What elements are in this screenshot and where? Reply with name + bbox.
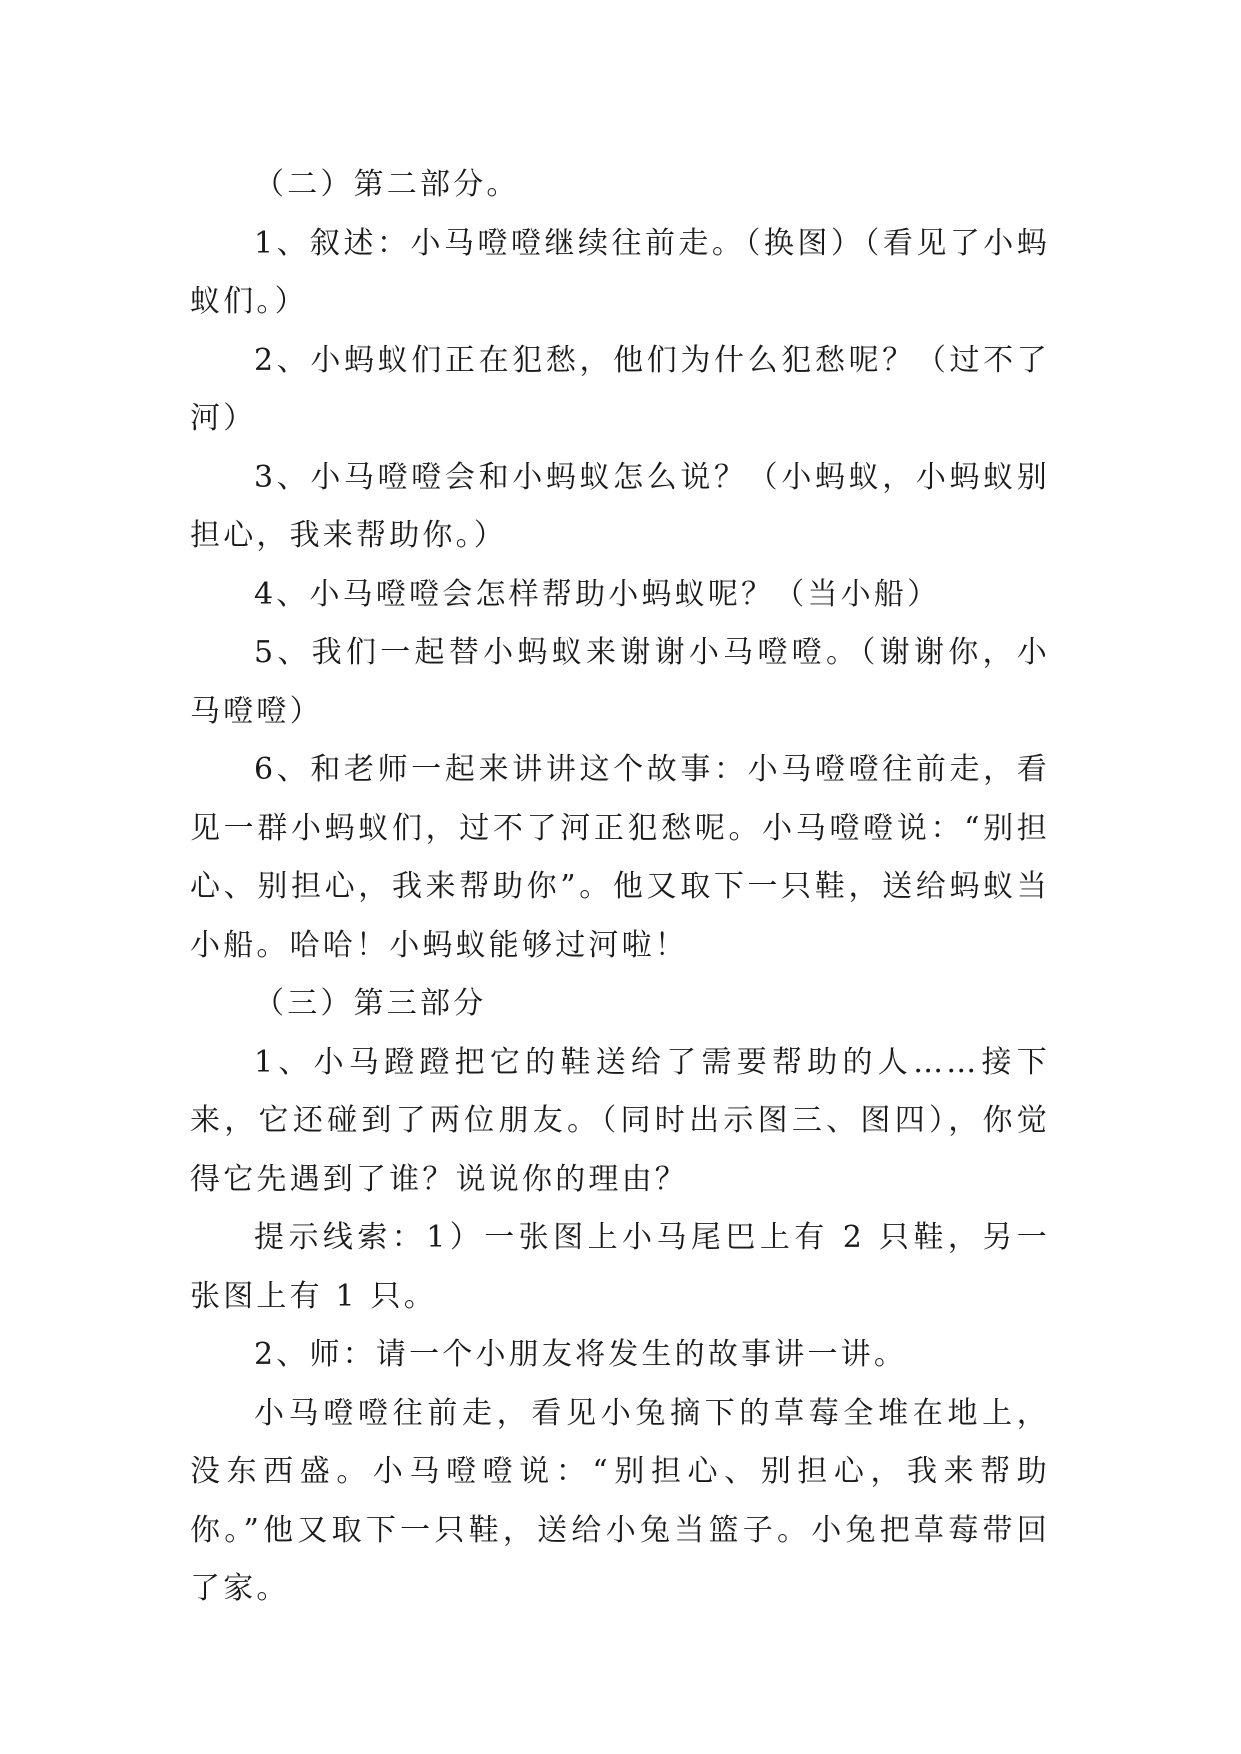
paragraph: 2、师：请一个小朋友将发生的故事讲一讲。 [254, 1337, 908, 1372]
paragraph: 小马噔噔往前走，看见小兔摘下的草莓全堆在地上，没东西盛。小马噔噔说：“别担心、别担心，我来帮助你。”他又取下一只鞋，送给小兔当篮子。小兔把草莓带回了家。 [190, 1395, 1050, 1606]
paragraph: 1、小马蹬蹬把它的鞋送给了需要帮助的人……接下来，它还碰到了两位朋友。（同时出示图三、图四），你觉得它先遇到了谁？说说你的理由？ [190, 1044, 1050, 1197]
paragraph: 2、小蚂蚁们正在犯愁，他们为什么犯愁呢？（过不了河） [190, 342, 1050, 436]
paragraph: 1、叙述：小马噔噔继续往前走。（换图）（看见了小蚂蚁们。） [190, 225, 1050, 319]
section-heading-part-three: （三）第三部分 [254, 986, 487, 1021]
document-body [190, 156, 1050, 1619]
paragraph: 提示线索：1）一张图上小马尾巴上有 2 只鞋，另一张图上有 1 只。 [190, 1220, 1050, 1314]
paragraph: 5、我们一起替小蚂蚁来谢谢小马噔噔。（谢谢你，小马噔噔） [190, 635, 1050, 729]
section-heading-part-two: （二）第二部分。 [254, 167, 520, 202]
paragraph: 4、小马噔噔会怎样帮助小蚂蚁呢？（当小船） [254, 576, 941, 612]
paragraph: 3、小马噔噔会和小蚂蚁怎么说？（小蚂蚁，小蚂蚁别担心，我来帮助你。） [190, 459, 1050, 553]
paragraph: 6、和老师一起来讲讲这个故事：小马噔噔往前走，看见一群小蚂蚁们，过不了河正犯愁呢。小马噔噔说：“别担心、别担心，我来帮助你”。他又取下一只鞋，送给蚂蚁当小船。哈哈！小蚂蚁能够过河啦！ [190, 752, 1050, 963]
